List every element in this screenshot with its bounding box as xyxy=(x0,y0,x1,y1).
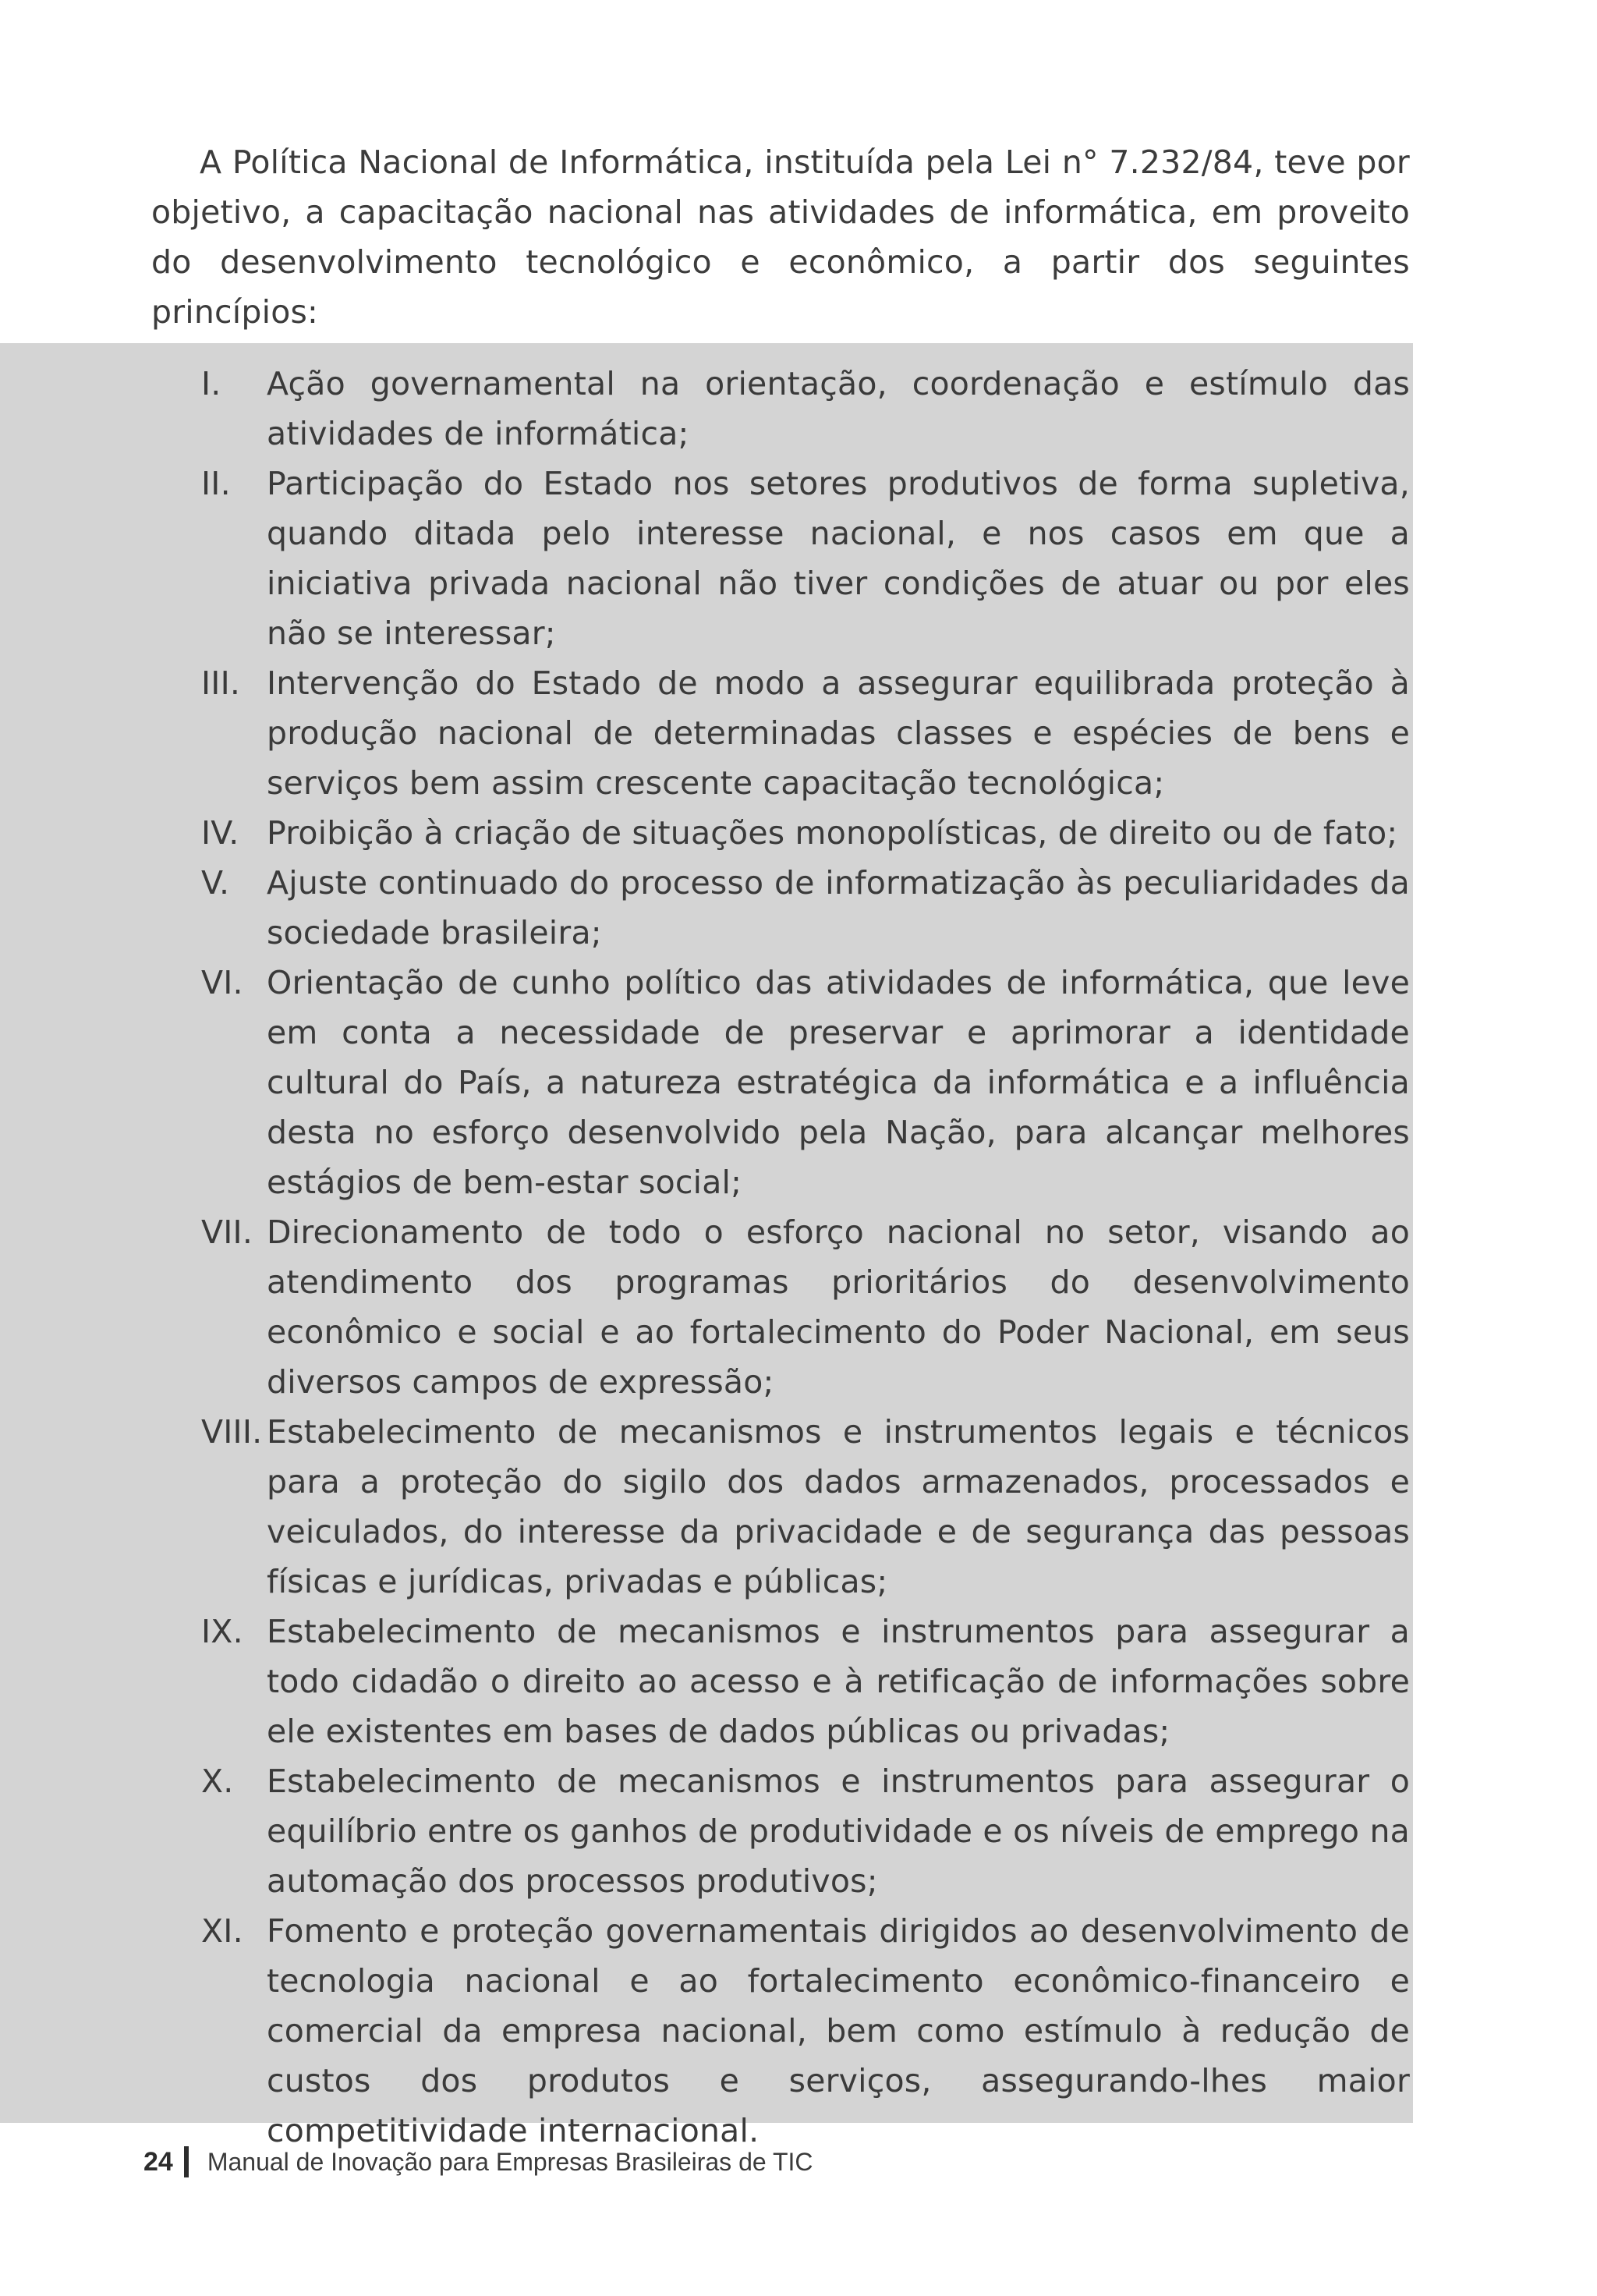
principle-item-2 xyxy=(201,459,1410,658)
principle-numeral: IV. xyxy=(201,814,239,852)
principle-item-11 xyxy=(201,1906,1410,2156)
principle-numeral: VI. xyxy=(201,964,243,1001)
principle-numeral: VII. xyxy=(201,1214,253,1251)
principle-text: Participação do Estado nos setores produtivos de forma supletiva, quando ditada pelo interesse nacional, e nos casos em que a iniciativa privada nacional não tiver condições de atuar ou por eles não se interessar; xyxy=(267,465,1410,652)
footer-publication-title: Manual de Inovação para Empresas Brasileiras de TIC xyxy=(207,2148,813,2176)
principle-text: Estabelecimento de mecanismos e instrumentos para assegurar a todo cidadão o direito ao acesso e à retificação de informações sobre ele existentes em bases de dados públicas ou privadas; xyxy=(267,1613,1410,1750)
principle-text: Estabelecimento de mecanismos e instrumentos legais e técnicos para a proteção do sigilo dos dados armazenados, processados e veiculados, do interesse da privacidade e de segurança das pessoas físicas e jurídicas, privadas e públicas; xyxy=(267,1413,1410,1600)
footer-divider-bar xyxy=(184,2146,189,2177)
principle-numeral: III. xyxy=(201,664,241,702)
principle-text: Ajuste continuado do processo de informatização às peculiaridades da sociedade brasileira; xyxy=(267,864,1410,951)
principle-item-1 xyxy=(201,359,1410,459)
page-footer xyxy=(143,2146,813,2177)
principle-numeral: XI. xyxy=(201,1912,243,1950)
principle-text: Orientação de cunho político das atividades de informática, que leve em conta a necessidade de preservar e aprimorar a identidade cultural do País, a natureza estratégica da informática e a influência desta no esforço desenvolvido pela Nação, para alcançar melhores estágios de bem-estar social; xyxy=(267,964,1410,1201)
principle-numeral: V. xyxy=(201,864,230,902)
principle-numeral: X. xyxy=(201,1763,234,1800)
principles-list xyxy=(201,359,1410,2156)
intro-paragraph: A Política Nacional de Informática, instituída pela Lei n° 7.232/84, teve por objetivo, a capacitação nacional nas atividades de informática, em proveito do desenvolvimento tecnológico e econômico, a partir dos seguintes princípios: xyxy=(151,144,1410,331)
principle-numeral: I. xyxy=(201,365,221,402)
principle-text: Intervenção do Estado de modo a assegurar equilibrada proteção à produção nacional de determinadas classes e espécies de bens e serviços bem assim crescente capacitação tecnológica; xyxy=(267,664,1410,802)
principle-text: Direcionamento de todo o esforço nacional no setor, visando ao atendimento dos programas prioritários do desenvolvimento econômico e social e ao fortalecimento do Poder Nacional, em seus diversos campos de expressão; xyxy=(267,1214,1410,1401)
principle-text: Estabelecimento de mecanismos e instrumentos para assegurar o equilíbrio entre os ganhos de produtividade e os níveis de emprego na automação dos processos produtivos; xyxy=(267,1763,1410,1900)
principle-item-9 xyxy=(201,1607,1410,1756)
principle-item-10 xyxy=(201,1756,1410,1906)
principle-text: Ação governamental na orientação, coordenação e estímulo das atividades de informática; xyxy=(267,365,1410,452)
principle-item-8 xyxy=(201,1407,1410,1607)
principle-numeral: IX. xyxy=(201,1613,243,1650)
principle-item-5 xyxy=(201,858,1410,958)
principle-numeral: VIII. xyxy=(201,1413,263,1451)
principle-text: Proibição à criação de situações monopolísticas, de direito ou de fato; xyxy=(267,814,1398,852)
principle-text: Fomento e proteção governamentais dirigidos ao desenvolvimento de tecnologia nacional e ao fortalecimento econômico-financeiro e comercial da empresa nacional, bem como estímulo à redução de custos dos produtos e serviços, assegurando-lhes maior competitividade internacional. xyxy=(267,1912,1410,2149)
page-number: 24 xyxy=(143,2147,173,2177)
principle-item-3 xyxy=(201,658,1410,808)
principle-numeral: II. xyxy=(201,465,231,502)
principle-item-6 xyxy=(201,958,1410,1207)
principle-item-4 xyxy=(201,808,1410,858)
principle-item-7 xyxy=(201,1207,1410,1407)
